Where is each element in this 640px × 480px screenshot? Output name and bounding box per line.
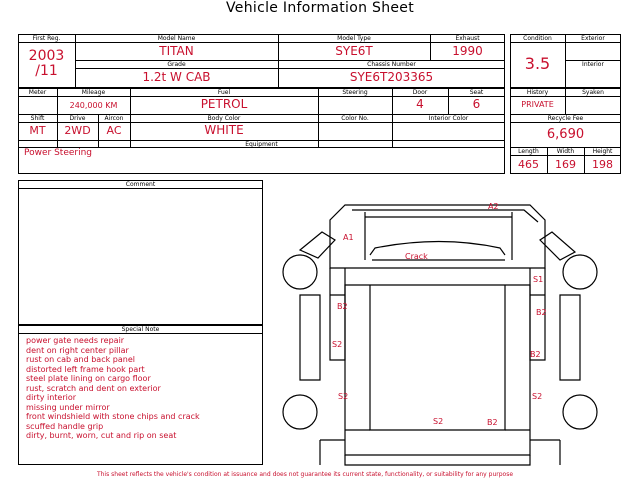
- aircon-label: Aircon: [104, 115, 124, 122]
- front-right-wheel-icon: [563, 255, 597, 289]
- vehicle-damage-diagram: [270, 180, 630, 470]
- damage-mark-a1: A1: [343, 233, 354, 242]
- rear-right-wheel-icon: [563, 395, 597, 429]
- damage-mark-s1: S1: [533, 275, 544, 284]
- model-name-value: TITAN: [159, 44, 194, 58]
- drive-value: 2WD: [64, 124, 91, 137]
- model-type-label: Model Type: [337, 35, 371, 42]
- comment-label: Comment: [125, 181, 156, 188]
- fuel-label: Fuel: [217, 89, 231, 96]
- steering-label: Steering: [342, 89, 368, 96]
- front-left-wheel-icon: [283, 255, 317, 289]
- damage-mark-crack: Crack: [405, 252, 428, 261]
- aircon-value: AC: [106, 124, 122, 137]
- seat-label: Seat: [469, 89, 484, 96]
- syaken-label: Syaken: [582, 89, 604, 96]
- damage-mark-a2: A2: [488, 202, 499, 211]
- model-name-label: Model Name: [157, 35, 196, 42]
- meter-label: Meter: [28, 89, 47, 96]
- damage-mark-b2-bottom: B2: [487, 418, 498, 427]
- interior-label: Interior: [582, 61, 604, 68]
- width-value: 169: [555, 158, 576, 171]
- special-notes-list: [26, 336, 262, 441]
- special-note-item: dirty interior: [26, 393, 77, 402]
- equipment-value: Power Steering: [24, 148, 93, 158]
- special-note-item: rust, scratch and dent on exterior: [26, 383, 161, 393]
- special-note-item: scuffed handle grip: [26, 421, 104, 431]
- damage-mark-s2-bottom: S2: [433, 417, 444, 426]
- shift-value: MT: [29, 124, 46, 137]
- first-reg-label: First Reg.: [32, 35, 61, 42]
- height-value: 198: [592, 158, 613, 171]
- grade-label: Grade: [167, 61, 186, 68]
- exhaust-value: 1990: [452, 44, 483, 58]
- history-value: PRIVATE: [521, 100, 554, 109]
- length-value: 465: [518, 158, 539, 171]
- door-label: Door: [412, 89, 428, 96]
- special-note-item: dent on right center pillar: [26, 345, 129, 355]
- special-note-item: dirty, burnt, worn, cut and rip on seat: [26, 431, 177, 440]
- recycle-fee-label: Recycle Fee: [547, 115, 584, 122]
- width-label: Width: [556, 148, 575, 155]
- special-note-item: rust on cab and back panel: [26, 355, 135, 364]
- rear-left-wheel-icon: [283, 395, 317, 429]
- model-type-value: SYE6T: [335, 44, 373, 58]
- mileage-value: 240,000 KM: [69, 101, 118, 110]
- condition-label: Condition: [523, 35, 552, 42]
- drive-label: Drive: [69, 115, 86, 122]
- interior-color-label: Interior Color: [428, 115, 469, 122]
- damage-mark-s2-left-upper: S2: [332, 340, 343, 349]
- damage-mark-b2-right-mid: B2: [530, 350, 541, 359]
- history-label: History: [526, 89, 549, 96]
- height-label: Height: [592, 148, 613, 155]
- exterior-label: Exterior: [581, 35, 605, 42]
- damage-mark-s2-left-lower: S2: [338, 392, 349, 401]
- special-note-item: power gate needs repair: [26, 336, 125, 345]
- first-reg-month: /11: [35, 63, 58, 79]
- mileage-label: Mileage: [81, 89, 106, 96]
- chassis-number-label: Chassis Number: [367, 61, 416, 68]
- exhaust-label: Exhaust: [455, 35, 480, 42]
- damage-mark-b2-right-top: B2: [536, 308, 547, 317]
- page-title: Vehicle Information Sheet: [226, 0, 414, 16]
- recycle-fee-value: 6,690: [546, 127, 585, 142]
- first-reg-year: 2003: [28, 48, 65, 64]
- damage-mark-s2-right: S2: [532, 392, 543, 401]
- shift-label: Shift: [30, 115, 45, 122]
- body-color-label: Body Color: [207, 115, 241, 122]
- length-label: Length: [518, 148, 539, 155]
- special-note-label: Special Note: [121, 326, 160, 333]
- special-note-item: missing under mirror: [26, 402, 110, 412]
- comment-box: [18, 180, 263, 325]
- special-note-item: distorted left frame hook part: [26, 364, 145, 374]
- chassis-number-value: SYE6T203365: [349, 70, 434, 84]
- door-value: 4: [416, 97, 424, 111]
- special-note-item: front windshield with stone chips and crack: [26, 412, 200, 421]
- seat-value: 6: [472, 97, 481, 111]
- color-no-label: Color No.: [341, 115, 369, 122]
- equipment-label: Equipment: [245, 141, 278, 148]
- damage-mark-b2-left: B2: [337, 302, 348, 311]
- body-color-value: WHITE: [204, 123, 244, 137]
- fuel-value: PETROL: [200, 97, 248, 111]
- condition-value: 3.5: [524, 54, 551, 73]
- grade-value: 1.2t W CAB: [142, 70, 211, 84]
- cab-outline-icon: [330, 205, 545, 268]
- disclaimer-footer: This sheet reflects the vehicle's condition at issuance and does not guarantee its current state, functionality, or suitability for any purpose: [96, 471, 514, 478]
- special-note-item: steel plate lining on cargo floor: [26, 374, 151, 383]
